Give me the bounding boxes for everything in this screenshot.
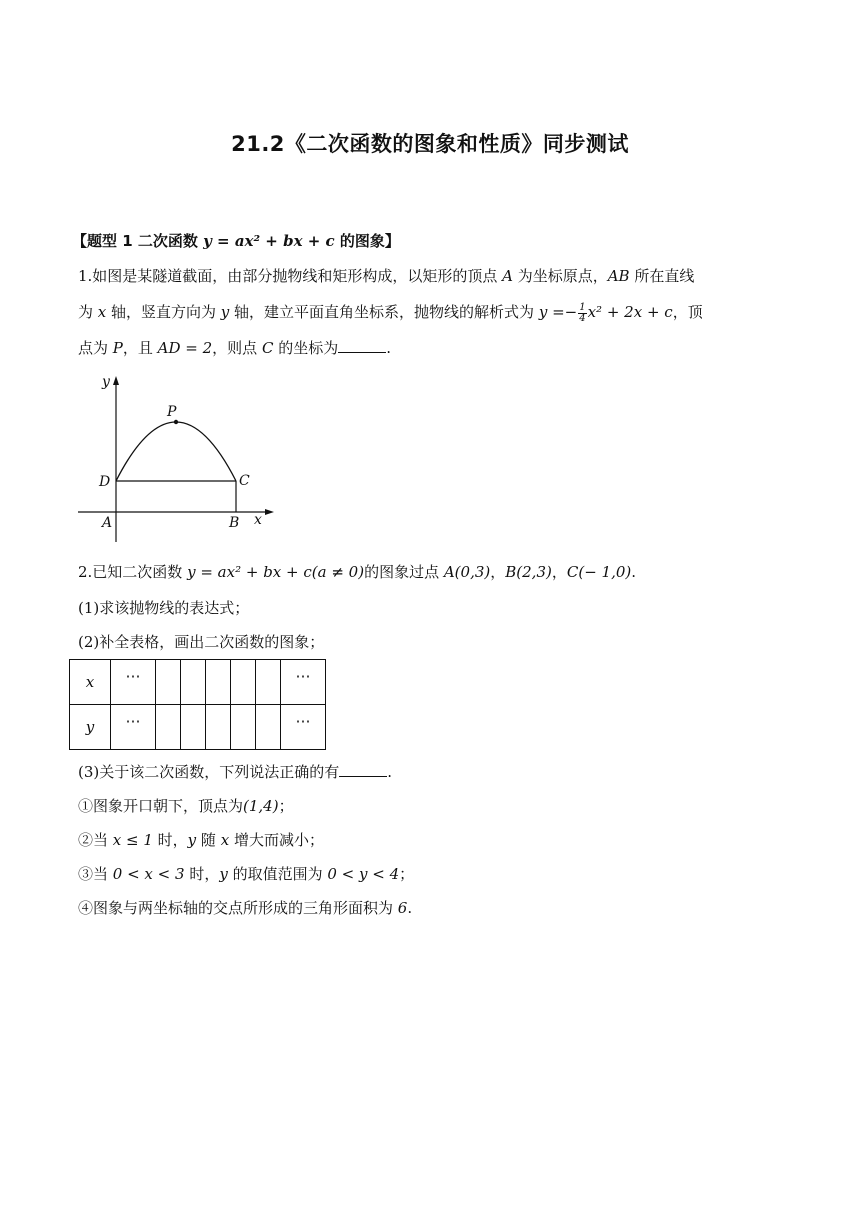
cell-ellipsis: ⋯ [281, 705, 326, 750]
label-C: C [239, 473, 250, 489]
row-header-y: y [70, 705, 111, 750]
q1-line-2: 为 x 轴，竖直方向为 y 轴，建立平面直角坐标系，抛物线的解析式为 y =− $\frac{1}{4}$ x² + 2x + c，顶 [78, 301, 703, 324]
statement-4: ④图象与两坐标轴的交点所形成的三角形面积为 6. [78, 899, 413, 917]
page-title: 21.2《二次函数的图象和性质》同步测试 [231, 132, 629, 156]
table-row-y [70, 705, 326, 750]
table-cell[interactable] [231, 660, 256, 705]
value-table [69, 659, 326, 750]
table-cell[interactable] [181, 660, 206, 705]
table-cell[interactable] [206, 660, 231, 705]
section-formula: y = ax² + bx + c [203, 232, 335, 250]
fraction-one-quarter: $\frac{1}{4}$ [579, 301, 586, 324]
q2-part-1: (1)求该抛物线的表达式； [78, 599, 250, 617]
answer-blank[interactable] [339, 762, 387, 777]
answer-blank[interactable] [338, 338, 386, 353]
label-B: B [229, 515, 240, 531]
q2-part-3: (3)关于该二次函数，下列说法正确的有 . [78, 763, 393, 781]
table-cell[interactable] [156, 660, 181, 705]
q1-line-1: 1.如图是某隧道截面，由部分抛物线和矩形构成，以矩形的顶点 A 为坐标原点，AB 所在直线 [78, 267, 695, 285]
statement-2: ②当 x ≤ 1 时，y 随 x 增大而减小； [78, 831, 324, 849]
cell-ellipsis: ⋯ [281, 660, 326, 705]
q1-line-3: 点为 P，且 AD = 2，则点 C 的坐标为 . [78, 339, 391, 357]
label-A: A [102, 515, 113, 531]
table-cell[interactable] [256, 660, 281, 705]
section-prefix: 【题型 1 二次函数 [72, 232, 204, 250]
parabola-arc [116, 422, 236, 481]
section-heading [72, 230, 400, 251]
statement-3: ③当 0 < x < 3 时，y 的取值范围为 0 < y < 4； [78, 865, 415, 883]
q2-part-2: (2)补全表格，画出二次函数的图象； [78, 633, 325, 651]
label-P: P [167, 404, 177, 420]
cell-ellipsis: ⋯ [111, 705, 156, 750]
table-cell[interactable] [206, 705, 231, 750]
table-cell[interactable] [231, 705, 256, 750]
tunnel-figure [78, 372, 278, 544]
q1-equation: y =− $\frac{1}{4}$ x² + 2x + c [538, 301, 673, 324]
label-D: D [99, 474, 111, 490]
y-axis-arrow [113, 376, 119, 385]
section-suffix: 的图象】 [334, 232, 400, 250]
table-row-x [70, 660, 326, 705]
vertex-point [174, 420, 178, 424]
cell-ellipsis: ⋯ [111, 660, 156, 705]
statement-1: ①图象开口朝下，顶点为(1,4)； [78, 797, 294, 815]
table-cell[interactable] [256, 705, 281, 750]
q2-intro: 2.已知二次函数 y = ax² + bx + c(a ≠ 0)的图象过点 A(0,3)，B(2,3)，C(− 1,0). [78, 563, 637, 581]
x-axis-arrow [265, 509, 274, 515]
table-cell[interactable] [181, 705, 206, 750]
table-cell[interactable] [156, 705, 181, 750]
x-axis-label: x [254, 512, 262, 528]
y-axis-label: y [102, 374, 110, 390]
row-header-x: x [70, 660, 111, 705]
